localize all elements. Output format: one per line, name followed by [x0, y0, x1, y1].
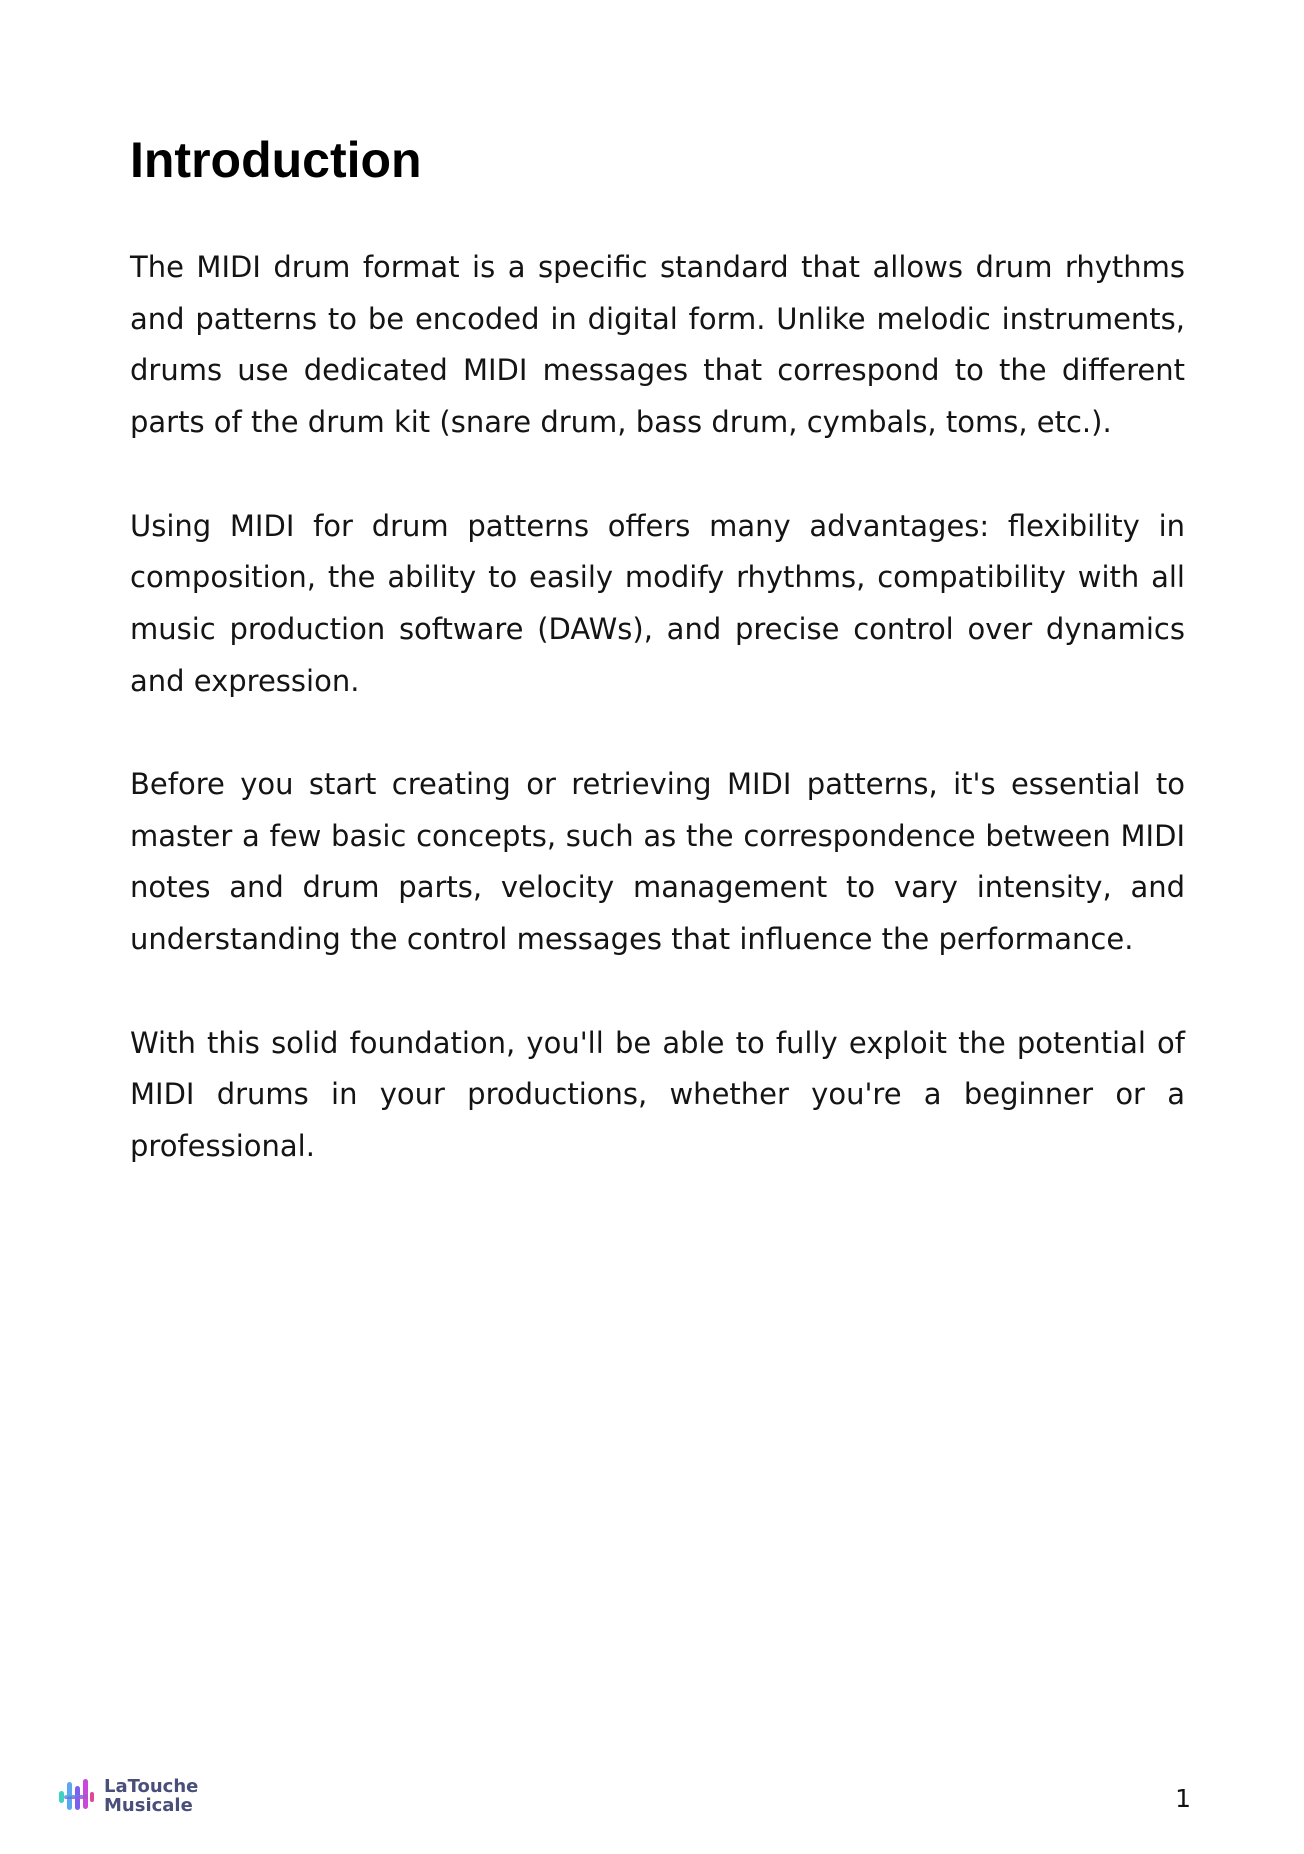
- page-content: [130, 128, 1185, 1173]
- brand-name-line1: LaTouche: [104, 1776, 199, 1797]
- paragraph-4: With this solid foundation, you'll be able to fully exploit the potential of MIDI drums in your productions, whether you're a beginner or a professional.: [130, 1025, 1185, 1163]
- page-number: 1: [1175, 1784, 1191, 1813]
- paragraph-2: Using MIDI for drum patterns offers many advantages: flexibility in composition, the ability to easily modify rhythms, compatibility with all music production software (DAWs), and precise control over dynamics and expression.: [130, 508, 1185, 698]
- page-title: Introduction: [130, 132, 422, 188]
- paragraph-1: The MIDI drum format is a specific standard that allows drum rhythms and patterns to be encoded in digital form. Unlike melodic instruments, drums use dedicated MIDI messages that correspond to the different parts of the drum kit (snare drum, bass drum, cymbals, toms, etc.).: [130, 250, 1185, 440]
- brand-logo: [56, 1776, 198, 1816]
- brand-name: [104, 1777, 198, 1815]
- paragraph-3: Before you start creating or retrieving MIDI patterns, it's essential to master a few basic concepts, such as the correspondence between MIDI notes and drum parts, velocity management to vary intensity, and understanding the control messages that influence the performance.: [130, 767, 1185, 957]
- brand-name-line2: Musicale: [104, 1795, 193, 1816]
- soundwave-logo-icon: [56, 1776, 96, 1816]
